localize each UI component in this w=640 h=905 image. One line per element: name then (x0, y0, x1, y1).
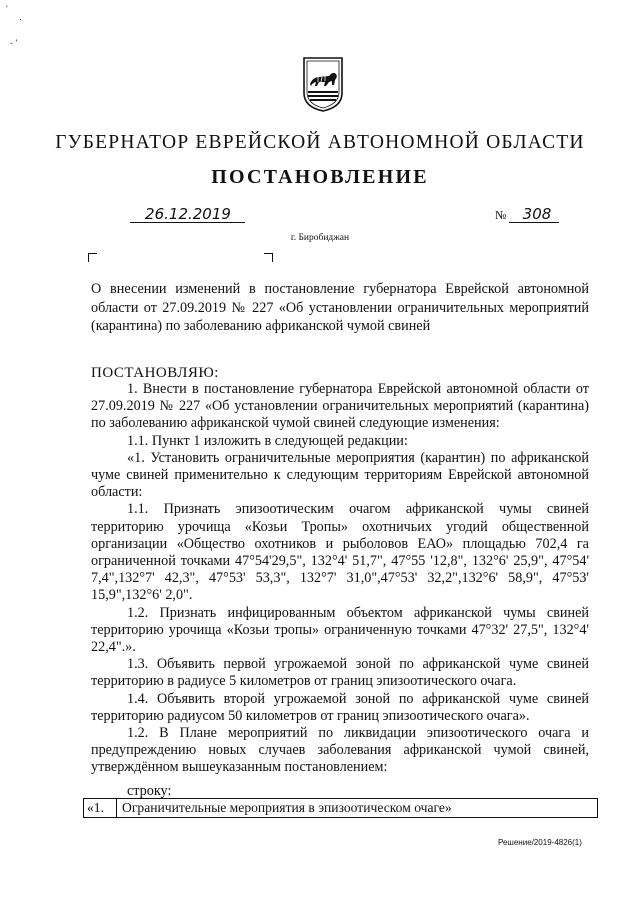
scan-mark: · (19, 14, 22, 24)
paragraph: 1.2. Признать инфицированным объектом африканской чумы свиней территорию урочища «Козьи тропы» ограниченную точками 47°32' 27,5", 132°4' 22,4".». (91, 604, 589, 656)
governor-title: ГУБЕРНАТОР ЕВРЕЙСКОЙ АВТОНОМНОЙ ОБЛАСТИ (55, 132, 585, 153)
decree-word: ПОСТАНОВЛЯЮ: (91, 365, 219, 381)
paragraph: 1.4. Объявить второй угрожаемой зоной по африканской чуме свиней территорию радиусом 50 километров от границ эпизоотического очага». (91, 690, 589, 724)
paragraph: 1.1. Признать эпизоотическим очагом африканской чумы свиней территорию урочища «Козьи Тропы» охотничьих угодий общественной организации «Общество охотников и рыболовов ЕАО» площадью 702,4 га ограниченной точками 47°54'29,5", 132°4' 51,7", 47°55 '12,8", 132°6' 25,9", 47°54' 7,4",132°7' 42,3", 47°53' 53,3", 132°7' 31,0",47°53' 32,2",132°6' 58,9", 47°53' 15,9",132°6' 2,0". (91, 501, 589, 604)
decree-number: 308 (522, 205, 552, 223)
city-line: г. Биробиджан (290, 233, 350, 243)
number-underline (509, 222, 559, 223)
table-cell-number: «1. (84, 799, 117, 817)
decree-body (91, 381, 589, 777)
decree-subject: О внесении изменений в постановление губернатора Еврейской автономной области от 27.09.2019 № 227 «Об установлении ограничительных мероприятий (карантина) по заболеванию африканской чумой свиней (91, 281, 589, 335)
paragraph: 1.3. Объявить первой угрожаемой зоной по африканской чуме свиней территорию в радиусе 5 километров от границ эпизоотического очага. (91, 656, 589, 690)
document-type-title: ПОСТАНОВЛЕНИЕ (211, 166, 429, 188)
date-underline (130, 222, 245, 223)
paragraph: «1. Установить ограничительные мероприятия (карантин) по африканской чуме свиней применительно к следующим территориям Еврейской автономной области: (91, 449, 589, 501)
document-footer-id: Решение/2019-4826(1) (498, 838, 582, 847)
coat-of-arms-tiger-icon (301, 55, 345, 113)
scan-mark: ' (6, 4, 8, 14)
decree-date: 26.12.2019 (145, 205, 231, 223)
number-label: № (495, 208, 507, 222)
paragraph: 1. Внести в постановление губернатора Еврейской автономной области от 27.09.2019 № 227 «Об установлении ограничительных мероприятий (карантина) по заболеванию африканской чумой свиней следующие изменения: (91, 381, 589, 432)
corner-bracket-right (264, 253, 273, 262)
scan-mark: - ' (10, 38, 18, 48)
plan-table-row (83, 798, 598, 818)
table-cell-text: Ограничительные мероприятия в эпизоотическом очаге» (122, 800, 452, 815)
corner-bracket-left (88, 253, 97, 262)
row-label: строку: (127, 783, 172, 799)
paragraph: 1.1. Пункт 1 изложить в следующей редакции: (127, 432, 408, 449)
paragraph: 1.2. В Плане мероприятий по ликвидации эпизоотического очага и предупреждению новых случаев заболевания африканской чумой свиней, утверждённом вышеуказанным постановлением: (91, 725, 589, 776)
